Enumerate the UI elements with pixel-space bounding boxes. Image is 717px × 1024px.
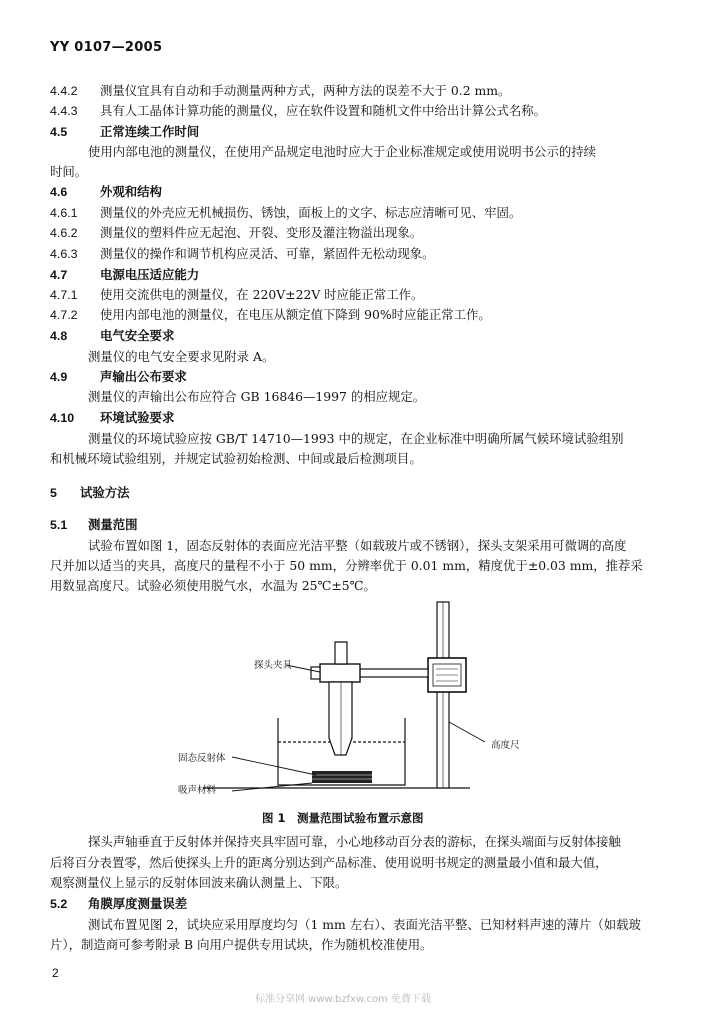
paragraph-line: 测量仪的声输出公布应符合 GB 16846—1997 的相应规定。 — [88, 389, 426, 404]
heading-title: 测量范围 — [88, 517, 138, 532]
heading-number: 5.2 — [50, 897, 68, 911]
paragraph-line: 尺并加以适当的夹具，高度尺的量程不小于 50 mm，分辨率优于 0.01 mm，精度优于±0.03 mm，推荐采 — [50, 558, 643, 573]
label-solid-reflector: 固态反射体 — [178, 753, 226, 764]
page-number: 2 — [52, 966, 59, 980]
clause-number: 4.6.1 — [50, 206, 78, 220]
clause-text: 使用内部电池的测量仪，在电压从额定值下降到 90%时应能正常工作。 — [100, 307, 491, 322]
paragraph-line: 探头声轴垂直于反射体并保持夹具牢固可靠，小心地移动百分表的游标，在探头端面与反射体接触 — [88, 834, 621, 849]
heading-number: 4.5 — [50, 125, 68, 139]
heading-number: 4.7 — [50, 268, 68, 282]
heading-number: 4.8 — [50, 329, 68, 343]
footer-watermark: 标准分享网 www.bzfxw.com 免费下载 — [255, 994, 431, 1005]
clause-number: 4.6.3 — [50, 247, 78, 261]
heading-title: 环境试验要求 — [100, 410, 175, 425]
heading-number: 5 — [50, 486, 57, 500]
paragraph-line: 用数显高度尺。试验必须使用脱气水，水温为 25℃±5℃。 — [50, 578, 376, 593]
probe-cable-end — [335, 642, 347, 664]
heading-5-2 — [50, 896, 187, 912]
paragraph-line: 测试布置见图 2，试块应采用厚度均匀（1 mm 左右）、表面光洁平整、已知材料声速的薄片（如载玻 — [88, 917, 641, 932]
leader-reflector — [232, 757, 316, 775]
heading-title: 电源电压适应能力 — [100, 267, 200, 282]
label-height-gauge: 高度尺 — [491, 740, 520, 751]
clause-text: 测量仪的塑料件应无起泡、开裂、变形及灌注物溢出现象。 — [100, 225, 423, 240]
clause-number: 4.4.2 — [50, 84, 78, 98]
clause-number: 4.7.1 — [50, 288, 78, 302]
heading-title: 角膜厚度测量误差 — [88, 896, 188, 911]
paragraph-line: 使用内部电池的测量仪，在使用产品规定电池时应大于企业标准规定或使用说明书公示的持续 — [88, 144, 597, 159]
clause-number: 4.4.3 — [50, 104, 78, 118]
heading-number: 4.6 — [50, 185, 68, 199]
paragraph-line: 和机械环境试验组别，并规定试验初始检测、中间或最后检测项目。 — [50, 451, 422, 466]
paragraph-line: 片），制造商可参考附录 B 向用户提供专用试块，作为随机校准使用。 — [50, 937, 433, 952]
leader-absorber — [232, 783, 312, 791]
paragraph-line: 时间。 — [50, 164, 88, 179]
label-sound-absorbing: 吸声材料 — [178, 785, 217, 796]
standard-code: YY 0107—2005 — [50, 40, 163, 55]
heading-number: 4.10 — [50, 411, 75, 425]
heading-title: 正常连续工作时间 — [100, 124, 200, 139]
paragraph-line: 观察测量仪上显示的反射体回波来确认测量上、下限。 — [50, 875, 348, 890]
clause-text: 测量仪宜具有自动和手动测量两种方式，两种方法的误差不大于 0.2 mm。 — [100, 83, 511, 98]
heading-title: 试验方法 — [80, 485, 130, 500]
paragraph-line: 测量仪的环境试验应按 GB/T 14710—1993 中的规定，在企业标准中明确所属气候环境试验组别 — [88, 431, 624, 446]
paragraph-line: 试验布置如图 1，固态反射体的表面应光洁平整（如载玻片或不锈钢），探头支架采用可微调的高度 — [88, 538, 627, 553]
clause-text: 具有人工晶体计算功能的测量仪，应在软件设置和随机文件中给出计算公式名称。 — [100, 103, 547, 118]
clause-number: 4.6.2 — [50, 226, 78, 240]
clause-number: 4.7.2 — [50, 308, 78, 322]
clause-text: 测量仪的操作和调节机构应灵活、可靠，紧固件无松动现象。 — [100, 246, 435, 261]
clamp-screw — [311, 667, 320, 679]
figure-1-caption: 图 1 测量范围试验布置示意图 — [262, 811, 424, 825]
heading-title: 声输出公布要求 — [100, 369, 187, 384]
heading-number: 5.1 — [50, 518, 68, 532]
clause-text: 测量仪的外壳应无机械损伤、锈蚀，面板上的文字、标志应清晰可见、牢固。 — [100, 205, 522, 220]
label-probe-clamp: 探头夹具 — [254, 660, 293, 671]
probe-clamp — [320, 664, 360, 682]
paragraph-line: 测量仪的电气安全要求见附录 A。 — [88, 349, 275, 364]
clause-text: 使用交流供电的测量仪，在 220V±22V 时应能正常工作。 — [100, 287, 424, 302]
heading-title: 外观和结构 — [100, 184, 162, 199]
leader-height-gauge — [449, 722, 485, 742]
gauge-arm — [358, 669, 428, 677]
paragraph-line: 后将百分表置零，然后使探头上升的距离分别达到产品标准、使用说明书规定的测量最小值和最大值， — [50, 855, 608, 870]
heading-number: 4.9 — [50, 370, 68, 384]
probe-body — [329, 682, 352, 755]
heading-title: 电气安全要求 — [100, 328, 175, 343]
absorber-block — [312, 771, 372, 783]
